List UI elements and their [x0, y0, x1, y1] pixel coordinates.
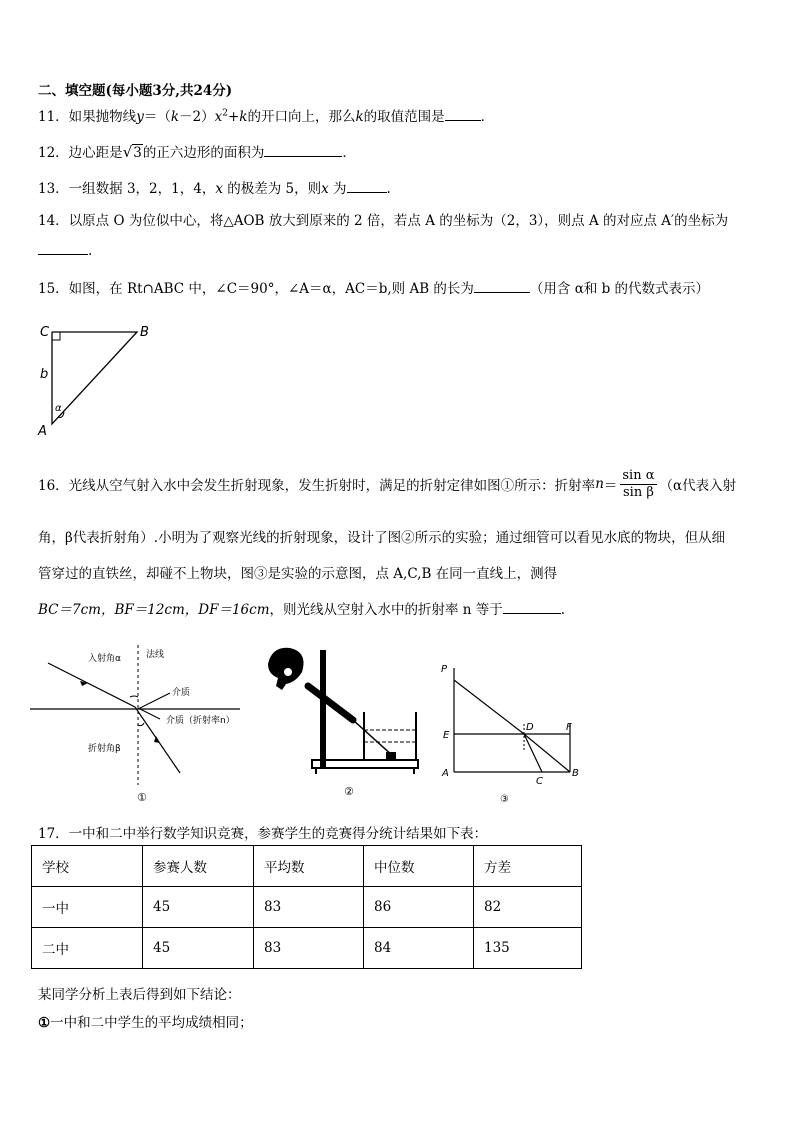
tri-label-alpha: α	[55, 403, 62, 414]
question-16-line4	[38, 598, 565, 618]
q13-x: x	[215, 181, 223, 197]
q12-answer-blank[interactable]	[264, 143, 342, 157]
question-17: 17．一中和二中举行数学知识竞赛，参赛学生的竞赛得分统计结果如下表：	[38, 826, 488, 842]
formula-numerator: sin α	[622, 467, 655, 483]
q14-answer-blank[interactable]	[38, 241, 88, 255]
q13-pre: 13．一组数据 3，2，1，4，	[38, 181, 216, 197]
table-header-cell: 参赛人数	[143, 846, 254, 887]
table-cell: 83	[254, 887, 364, 928]
q11-x: x	[214, 109, 223, 125]
fig2-number: ②	[344, 785, 354, 798]
q13-end: .	[386, 181, 391, 197]
fig3-label-A: A	[442, 768, 449, 779]
q16-answer-blank[interactable]	[503, 600, 561, 614]
table-cell: 45	[143, 887, 254, 928]
table-cell: 82	[474, 887, 582, 928]
q13-post: 为	[328, 181, 347, 197]
question-15	[38, 277, 709, 297]
table-header-cell: 平均数	[254, 846, 364, 887]
fig1-medium2-label: 介质（折射率n）	[166, 716, 235, 726]
table-header-cell: 中位数	[364, 846, 474, 887]
q13-answer-blank[interactable]	[347, 179, 387, 193]
question-13	[38, 177, 391, 197]
experiment-diagram	[258, 642, 428, 802]
analysis-intro: 某同学分析上表后得到如下结论：	[38, 987, 241, 1003]
sqrt-symbol: √	[122, 143, 133, 161]
table-cell: 84	[364, 928, 474, 969]
q12-post: 的正六边形的面积为	[142, 145, 265, 161]
q11-post2: 的取值范围是	[363, 109, 445, 125]
q13-mid: 的极差为 5，则	[222, 181, 322, 197]
fig3-label-D: D	[526, 722, 534, 733]
q11-mid: －2）	[179, 109, 215, 125]
tri-label-A: A	[38, 424, 47, 439]
table-row	[32, 928, 582, 969]
table-row	[32, 887, 582, 928]
q11-k2: k	[239, 109, 248, 125]
fig3-label-C: C	[536, 776, 543, 787]
q11-eq: ＝（	[143, 109, 171, 125]
table-cell: 45	[143, 928, 254, 969]
q11-k1: k	[170, 109, 180, 125]
fig3-label-P: P	[441, 664, 448, 675]
q13-x2: x	[321, 181, 329, 197]
q11-answer-blank[interactable]	[445, 107, 481, 121]
q16-measurements: BC＝7cm，BF＝12cm，DF＝16cm	[38, 602, 270, 618]
q16-eq: ＝	[603, 478, 618, 494]
conclusion-1-text: 一中和二中学生的平均成绩相同；	[50, 1015, 253, 1031]
formula-denominator: sin β	[623, 484, 654, 500]
q14-end: .	[88, 243, 93, 259]
question-16-line1	[38, 467, 736, 501]
q16-pre: 16．光线从空气射入水中会发生折射现象，发生折射时，满足的折射定律如图①所示：折射率	[38, 478, 596, 494]
tri-label-C: C	[40, 325, 50, 340]
tri-label-B: B	[140, 325, 149, 340]
fig1-normal-label: 法线	[146, 650, 165, 660]
fig1-refract-label: 折射角β	[88, 744, 121, 754]
q12-pre: 12．边心距是	[38, 145, 123, 161]
q16-post2: ，则光线从空射入水中的折射率 n 等于	[269, 602, 503, 618]
table-header-row	[32, 846, 582, 887]
q16-n: n	[595, 476, 604, 492]
q16-end: .	[560, 602, 566, 618]
q12-end: ．	[342, 145, 356, 161]
q11-k3: k	[355, 109, 364, 125]
tri-label-b: b	[40, 367, 49, 382]
q11-end: ．	[480, 109, 495, 125]
fig3-number: ③	[500, 794, 509, 805]
section-title: 二、填空题(每小题3分,共24分)	[38, 83, 233, 99]
right-triangle-figure	[32, 318, 162, 443]
table-cell: 二中	[32, 928, 143, 969]
q11-exp: 2	[222, 108, 228, 119]
table-cell: 86	[364, 887, 474, 928]
refraction-formula	[620, 468, 656, 501]
fig1-number: ①	[137, 791, 147, 804]
q11-pre: 11．如果抛物线	[38, 109, 137, 125]
question-14: 14．以原点 O 为位似中心，将△AOB 放大到原来的 2 倍，若点 A 的坐标为（2，3），则点 A 的对应点 A′的坐标为	[38, 213, 729, 229]
table-cell: 135	[474, 928, 582, 969]
table-header-cell: 学校	[32, 846, 143, 887]
question-14-cont	[38, 241, 92, 259]
q15-pre: 15．如图，在 Rt∩ABC 中，∠C＝90°，∠A＝α，AC＝b,则 AB 的长为	[38, 281, 474, 297]
question-16-line3: 管穿过的直铁丝，却碰不上物块，图③是实验的示意图，点 A,C,B 在同一直线上，测得	[38, 566, 558, 582]
q11-y: y	[136, 109, 144, 125]
schematic-diagram	[438, 650, 588, 805]
q16-post: （α代表入射	[659, 478, 737, 494]
question-11	[38, 105, 494, 125]
table-cell: 一中	[32, 887, 143, 928]
q15-answer-blank[interactable]	[474, 279, 530, 293]
q12-radicand: 3	[133, 145, 142, 161]
score-table	[31, 845, 582, 969]
q11-plus: +	[227, 109, 240, 125]
fig1-medium-label: 介质	[172, 688, 191, 698]
refraction-diagram	[30, 645, 250, 805]
question-16-line2: 角，β代表折射角）.小明为了观察光线的折射现象，设计了图②所示的实验；通过细管可以看见水底的物块，但从细	[38, 530, 726, 546]
table-header-cell: 方差	[474, 846, 582, 887]
q11-post: 的开口向上，那么	[247, 109, 356, 125]
question-12	[38, 141, 356, 161]
table-cell: 83	[254, 928, 364, 969]
fig3-label-F: F	[566, 722, 572, 733]
conclusion-1-number: ①	[38, 1015, 51, 1031]
fig1-incident-label: 入射角α	[88, 654, 121, 664]
fig3-label-B: B	[572, 768, 579, 779]
conclusion-1	[38, 1011, 253, 1031]
q15-post: （用含 α和 b 的代数式表示）	[529, 281, 710, 297]
fig3-label-E: E	[443, 730, 450, 741]
